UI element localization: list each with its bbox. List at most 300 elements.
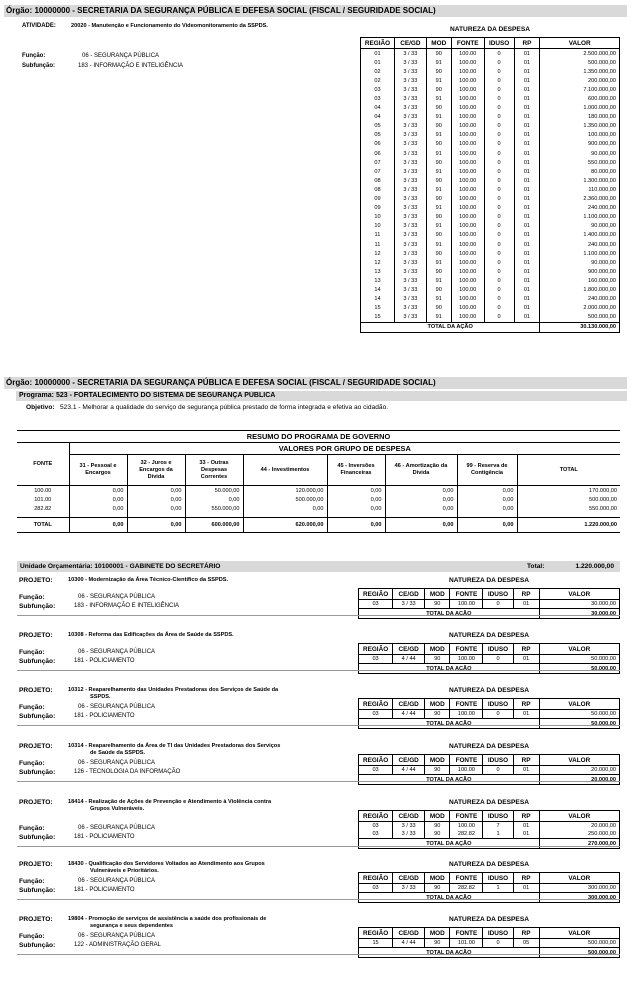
- projeto-label: PROJETO:: [19, 743, 53, 750]
- total-label: TOTAL DA AÇÃO: [359, 839, 540, 849]
- table-cell: 3 / 33: [394, 113, 426, 122]
- table-row: [361, 158, 620, 167]
- col-header: IDUSO: [483, 699, 513, 710]
- atividade-label: ATIVIDADE:: [22, 23, 56, 29]
- table-cell: 90: [426, 158, 451, 167]
- table-cell: 90: [425, 710, 450, 719]
- natureza-table: [358, 810, 620, 849]
- table-cell: 01: [361, 49, 395, 59]
- total-row: [359, 609, 620, 619]
- table-cell: 01: [514, 149, 540, 158]
- group-header: 45 - Inversões Financeiras: [327, 455, 385, 486]
- resumo-total-cell: 0,00: [69, 518, 127, 533]
- table-row: [361, 222, 620, 231]
- col-header: MOD: [425, 644, 450, 655]
- table-cell: 3 / 33: [394, 313, 426, 323]
- table-cell: 03: [359, 884, 393, 893]
- table-cell: 0: [484, 304, 514, 313]
- table-cell: 100.00: [451, 285, 484, 294]
- table-cell: 91: [426, 295, 451, 304]
- table-cell: 3 / 33: [394, 85, 426, 94]
- table-cell: 80.000,00: [540, 167, 620, 176]
- table-cell: 0: [484, 94, 514, 103]
- table-row: [359, 939, 620, 948]
- table-cell: 05: [361, 131, 395, 140]
- table-cell: 04: [361, 104, 395, 113]
- table-cell: 110.000,00: [540, 185, 620, 194]
- table-cell: 4 / 44: [393, 710, 425, 719]
- separator-line: [17, 615, 620, 616]
- col-header: FONTE: [451, 38, 484, 49]
- table-cell: 01: [514, 276, 540, 285]
- resumo-cell: 0,00: [69, 495, 127, 504]
- table-row: [361, 195, 620, 204]
- table-cell: 100.00: [451, 304, 484, 313]
- col-header: MOD: [425, 699, 450, 710]
- col-header: VALOR: [539, 589, 619, 600]
- col-header: REGIÃO: [359, 644, 393, 655]
- table-cell: 90: [425, 884, 450, 893]
- table-cell: 1: [483, 884, 513, 893]
- group-header: 46 - Amortização da Dívida: [385, 455, 457, 486]
- table-cell: 0: [484, 149, 514, 158]
- table-cell: 90: [426, 285, 451, 294]
- resumo-cell: 0,00: [457, 495, 517, 504]
- table-cell: 0: [484, 222, 514, 231]
- table-row: [359, 822, 620, 831]
- table-cell: 4 / 44: [393, 939, 425, 948]
- table-cell: 2.360.000,00: [540, 195, 620, 204]
- atividade-title: 20020 - Manutenção e Funcionamento do Videomonitoramento da SSPDS.: [71, 23, 268, 29]
- table-cell: 100.00: [451, 158, 484, 167]
- table-cell: 91: [426, 185, 451, 194]
- table-cell: 08: [361, 176, 395, 185]
- total-row: [359, 775, 620, 785]
- resumo-cell: 0,00: [457, 504, 517, 513]
- table-cell: 06: [361, 140, 395, 149]
- table-cell: 0: [484, 176, 514, 185]
- table-cell: 90: [425, 655, 450, 664]
- table-cell: 1.800.000,00: [540, 285, 620, 294]
- total-row: [359, 948, 620, 958]
- col-header: REGIÃO: [359, 873, 393, 884]
- table-cell: 240.000,00: [540, 204, 620, 213]
- table-cell: 100.00: [451, 67, 484, 76]
- resumo-subtitle: VALORES POR GRUPO DE DESPESA: [69, 443, 620, 455]
- table-row: [361, 204, 620, 213]
- table-cell: 90: [425, 766, 450, 775]
- table-cell: 100.00: [451, 131, 484, 140]
- resumo-row: [17, 495, 620, 504]
- table-cell: 101.00: [450, 939, 483, 948]
- table-row: [361, 131, 620, 140]
- table-cell: 100.00: [451, 113, 484, 122]
- table-cell: 03: [359, 766, 393, 775]
- table-cell: 90: [425, 600, 450, 609]
- table-cell: 03: [359, 830, 393, 839]
- unidade-header: [17, 561, 620, 572]
- table-cell: 01: [514, 104, 540, 113]
- col-header: REGIÃO: [359, 699, 393, 710]
- table-cell: 3 / 33: [394, 222, 426, 231]
- resumo-total-cell: 0,00: [457, 518, 517, 533]
- table-cell: 15: [361, 304, 395, 313]
- projeto-title: SSPDS.: [90, 694, 111, 700]
- table-cell: 1.100.000,00: [540, 249, 620, 258]
- table-cell: 0: [483, 655, 513, 664]
- table-cell: 7: [483, 822, 513, 831]
- table-cell: 3 / 33: [394, 276, 426, 285]
- funcao-value: 06 - SEGURANÇA PÚBLICA: [78, 649, 156, 655]
- subfuncao-value: 181 - POLICIAMENTO: [74, 713, 135, 719]
- table-cell: 91: [426, 313, 451, 323]
- table-cell: 100.00: [451, 222, 484, 231]
- resumo-cell: 0,00: [69, 486, 127, 496]
- natureza-title: NATUREZA DA DESPESA: [449, 632, 529, 639]
- table-cell: 3 / 33: [394, 94, 426, 103]
- col-header: RP: [513, 644, 539, 655]
- table-cell: 300.000,00: [539, 884, 619, 893]
- projeto-title: 10300 - Modernização da Área Técnico-Científico da SSPDS.: [68, 577, 229, 583]
- table-cell: 0: [484, 276, 514, 285]
- table-cell: 06: [361, 149, 395, 158]
- table-cell: 90.000,00: [540, 222, 620, 231]
- table-cell: 0: [484, 258, 514, 267]
- separator-line: [17, 781, 620, 782]
- table-cell: 01: [514, 313, 540, 323]
- table-cell: 2.500.000,00: [540, 49, 620, 59]
- table-row: [361, 140, 620, 149]
- table-cell: 160.000,00: [540, 276, 620, 285]
- table-cell: 180.000,00: [540, 113, 620, 122]
- table-cell: 91: [426, 222, 451, 231]
- table-cell: 91: [426, 240, 451, 249]
- total-value: 500.000,00: [539, 948, 619, 958]
- table-cell: 7.100.000,00: [540, 85, 620, 94]
- funcao-value: 06 - SEGURANÇA PÚBLICA: [78, 825, 156, 831]
- resumo-total-cell: 1.220.000,00: [517, 518, 620, 533]
- table-cell: 01: [361, 58, 395, 67]
- table-cell: 500.000,00: [540, 58, 620, 67]
- resumo-cell: 0,00: [327, 495, 385, 504]
- total-label: TOTAL DA AÇÃO: [359, 719, 540, 729]
- col-header: RP: [514, 38, 540, 49]
- total-label: TOTAL DA AÇÃO: [359, 948, 540, 958]
- projeto-label: PROJETO:: [19, 861, 53, 868]
- col-header: REGIÃO: [361, 38, 395, 49]
- resumo-table: [17, 430, 620, 533]
- funcao-label: Função:: [22, 53, 46, 59]
- group-header: 33 - Outras Despesas Correntes: [185, 455, 243, 486]
- table-row: [361, 149, 620, 158]
- table-cell: 01: [514, 158, 540, 167]
- table-cell: 500.000,00: [539, 939, 619, 948]
- funcao-value: 06 - SEGURANÇA PÚBLICA: [78, 594, 156, 600]
- total-label: TOTAL DA AÇÃO: [359, 609, 540, 619]
- resumo-cell: 0,00: [457, 486, 517, 496]
- table-cell: 90: [426, 195, 451, 204]
- table-cell: 14: [361, 295, 395, 304]
- table-cell: 90: [426, 122, 451, 131]
- projeto-label: PROJETO:: [19, 799, 53, 806]
- unidade-total-value: 1.220.000,00: [575, 563, 614, 570]
- col-header: RP: [513, 873, 539, 884]
- table-cell: 3 / 33: [394, 58, 426, 67]
- resumo-cell: 0,00: [385, 486, 457, 496]
- table-cell: 0: [484, 167, 514, 176]
- table-cell: 09: [361, 195, 395, 204]
- separator-line: [17, 846, 620, 847]
- table-cell: 91: [426, 149, 451, 158]
- table-cell: 50.000,00: [539, 710, 619, 719]
- col-header: MOD: [425, 589, 450, 600]
- table-cell: 1: [483, 830, 513, 839]
- table-cell: 900.000,00: [540, 140, 620, 149]
- funcao-label: Função:: [19, 933, 45, 940]
- table-cell: 0: [484, 249, 514, 258]
- table-cell: 0: [484, 58, 514, 67]
- table-cell: 90: [426, 304, 451, 313]
- total-row: [359, 893, 620, 903]
- table-cell: 01: [513, 830, 539, 839]
- resumo-cell: 0,00: [69, 504, 127, 513]
- col-header: FONTE: [450, 873, 483, 884]
- table-row: [361, 276, 620, 285]
- table-cell: 91: [426, 258, 451, 267]
- group-header: 32 - Juros e Encargos da Dívida: [127, 455, 185, 486]
- projeto-title: 10312 - Reaparelhamento das Unidades Prestadoras dos Serviços de Saúde da: [68, 687, 279, 693]
- table-row: [361, 313, 620, 323]
- table-row: [361, 76, 620, 85]
- table-cell: 08: [361, 185, 395, 194]
- table-cell: 100.00: [451, 49, 484, 59]
- table-cell: 03: [359, 600, 393, 609]
- total-row: [359, 719, 620, 729]
- total-row: [361, 322, 620, 332]
- table-cell: 12: [361, 249, 395, 258]
- table-cell: 100.00: [450, 655, 483, 664]
- total-value: 300.000,00: [539, 893, 619, 903]
- projeto-label: PROJETO:: [19, 632, 53, 639]
- table-cell: 100.00: [451, 295, 484, 304]
- table-cell: 50.000,00: [539, 655, 619, 664]
- table-cell: 01: [514, 167, 540, 176]
- natureza-table: [360, 37, 620, 333]
- orgao-header-2: Órgão: 10000000 - SECRETARIA DA SEGURANÇA PÚBLICA E DEFESA SOCIAL (FISCAL / SEGURIDADE SOCIAL): [4, 377, 627, 389]
- resumo-cell: 500.000,00: [243, 495, 327, 504]
- col-header: IDUSO: [483, 755, 513, 766]
- col-header: REGIÃO: [359, 755, 393, 766]
- objetivo-label: Objetivo:: [26, 404, 55, 411]
- table-cell: 3 / 33: [394, 240, 426, 249]
- table-cell: 91: [426, 94, 451, 103]
- table-cell: 01: [514, 131, 540, 140]
- subfuncao-label: Subfunção:: [19, 942, 56, 949]
- table-cell: 3 / 33: [393, 830, 425, 839]
- resumo-total-cell: 600.000,00: [185, 518, 243, 533]
- col-header: MOD: [425, 873, 450, 884]
- table-cell: 3 / 33: [394, 304, 426, 313]
- table-cell: 3 / 33: [393, 884, 425, 893]
- table-cell: 100.00: [451, 140, 484, 149]
- table-cell: 14: [361, 285, 395, 294]
- table-cell: 01: [513, 884, 539, 893]
- resumo-total-cell: 620.000,00: [243, 518, 327, 533]
- resumo-title: RESUMO DO PROGRAMA DE GOVERNO: [17, 431, 620, 443]
- col-header: IDUSO: [483, 928, 513, 939]
- table-row: [359, 655, 620, 664]
- col-header: MOD: [425, 928, 450, 939]
- table-cell: 0: [484, 195, 514, 204]
- projeto-title: segurança e seus dependentes: [90, 923, 174, 929]
- col-header: VALOR: [539, 928, 619, 939]
- table-cell: 01: [514, 58, 540, 67]
- table-cell: 100.00: [451, 85, 484, 94]
- table-cell: 90: [426, 67, 451, 76]
- table-cell: 550.000,00: [540, 158, 620, 167]
- table-cell: 10: [361, 222, 395, 231]
- table-cell: 1.000.000,00: [540, 104, 620, 113]
- table-cell: 01: [513, 655, 539, 664]
- table-row: [359, 710, 620, 719]
- table-cell: 0: [484, 295, 514, 304]
- separator-line: [17, 725, 620, 726]
- table-cell: 900.000,00: [540, 267, 620, 276]
- table-cell: 90: [425, 822, 450, 831]
- fonte-header: FONTE: [17, 443, 69, 486]
- table-row: [359, 830, 620, 839]
- table-cell: 15: [359, 939, 393, 948]
- projeto-label: PROJETO:: [19, 916, 53, 923]
- table-cell: 91: [426, 58, 451, 67]
- col-header: VALOR: [539, 644, 619, 655]
- table-cell: 10: [361, 213, 395, 222]
- table-cell: 05: [361, 122, 395, 131]
- table-cell: 100.00: [451, 176, 484, 185]
- table-row: [361, 185, 620, 194]
- table-cell: 0: [484, 185, 514, 194]
- resumo-cell: 50.000,00: [185, 486, 243, 496]
- table-cell: 3 / 33: [394, 149, 426, 158]
- resumo-total-cell: TOTAL: [17, 518, 69, 533]
- col-header: FONTE: [450, 644, 483, 655]
- table-row: [361, 167, 620, 176]
- table-row: [359, 766, 620, 775]
- table-cell: 3 / 33: [394, 204, 426, 213]
- table-cell: 100.00: [451, 58, 484, 67]
- natureza-title: NATUREZA DA DESPESA: [449, 799, 529, 806]
- table-cell: 90.000,00: [540, 258, 620, 267]
- table-cell: 250.000,00: [539, 830, 619, 839]
- col-header: VALOR: [539, 811, 619, 822]
- orgao-header: Órgão: 10000000 - SECRETARIA DA SEGURANÇA PÚBLICA E DEFESA SOCIAL (FISCAL / SEGURIDADE SOCIAL): [4, 5, 627, 17]
- table-row: [361, 285, 620, 294]
- table-cell: 0: [484, 113, 514, 122]
- table-cell: 01: [514, 195, 540, 204]
- table-cell: 100.00: [451, 267, 484, 276]
- funcao-value: 06 - SEGURANÇA PÚBLICA: [78, 760, 156, 766]
- table-cell: 3 / 33: [394, 267, 426, 276]
- natureza-title: NATUREZA DA DESPESA: [449, 916, 529, 923]
- table-cell: 90: [426, 85, 451, 94]
- natureza-title: NATUREZA DA DESPESA: [449, 743, 529, 750]
- group-header: TOTAL: [517, 455, 620, 486]
- table-cell: 3 / 33: [394, 195, 426, 204]
- table-cell: 100.00: [451, 204, 484, 213]
- table-cell: 0: [483, 710, 513, 719]
- col-header: RP: [513, 589, 539, 600]
- table-cell: 05: [513, 939, 539, 948]
- separator-line: [17, 670, 620, 671]
- table-cell: 0: [484, 122, 514, 131]
- resumo-total-cell: 0,00: [327, 518, 385, 533]
- separator-line: [17, 954, 620, 955]
- resumo-cell: 170.000,00: [517, 486, 620, 496]
- natureza-title: NATUREZA DA DESPESA: [449, 687, 529, 694]
- objetivo-value: 523.1 - Melhorar a qualidade do serviço de segurança pública prestado de forma integrada e efetiva ao cidadão.: [60, 404, 389, 411]
- table-cell: 90: [426, 213, 451, 222]
- unidade-total-label: Total:: [527, 563, 545, 570]
- projeto-title: 10314 - Reaparelhamento da Área de TI das Unidades Prestadoras dos Serviços: [68, 743, 281, 749]
- subfuncao-value: 126 - TECNOLOGIA DA INFORMAÇÃO: [74, 769, 181, 775]
- table-cell: 0: [484, 158, 514, 167]
- table-row: [361, 58, 620, 67]
- table-row: [361, 295, 620, 304]
- programa-header: Programa: 523 - FORTALECIMENTO DO SISTEMA DE SEGURANÇA PÚBLICA: [16, 391, 627, 401]
- table-cell: 3 / 33: [394, 158, 426, 167]
- table-cell: 100.000,00: [540, 131, 620, 140]
- table-cell: 3 / 33: [394, 104, 426, 113]
- total-label: TOTAL DA AÇÃO: [359, 775, 540, 785]
- table-cell: 600.000,00: [540, 94, 620, 103]
- total-value: 30.130.000,00: [540, 322, 620, 332]
- col-header: MOD: [425, 811, 450, 822]
- table-cell: 200.000,00: [540, 76, 620, 85]
- col-header: FONTE: [450, 928, 483, 939]
- table-cell: 100.00: [451, 213, 484, 222]
- table-row: [361, 67, 620, 76]
- subfuncao-label: Subfunção:: [19, 603, 56, 610]
- projeto-label: PROJETO:: [19, 577, 53, 584]
- table-cell: 07: [361, 158, 395, 167]
- table-cell: 100.00: [451, 276, 484, 285]
- natureza-title: NATUREZA DA DESPESA: [449, 861, 529, 868]
- table-cell: 91: [426, 276, 451, 285]
- col-header: VALOR: [539, 699, 619, 710]
- table-cell: 01: [513, 822, 539, 831]
- table-cell: 240.000,00: [540, 295, 620, 304]
- table-row: [361, 122, 620, 131]
- total-value: 30.000,00: [539, 609, 619, 619]
- subfuncao-label: Subfunção:: [19, 887, 56, 894]
- table-cell: 0: [484, 231, 514, 240]
- table-cell: 01: [514, 85, 540, 94]
- total-value: 50.000,00: [539, 719, 619, 729]
- subfuncao-value: 181 - POLICIAMENTO: [74, 834, 135, 840]
- col-header: REGIÃO: [359, 589, 393, 600]
- table-cell: 01: [513, 710, 539, 719]
- funcao-label: Função:: [19, 825, 45, 832]
- table-cell: 0: [484, 285, 514, 294]
- table-cell: 1.350.000,00: [540, 122, 620, 131]
- table-cell: 1.100.000,00: [540, 213, 620, 222]
- table-cell: 01: [514, 94, 540, 103]
- total-value: 20.000,00: [539, 775, 619, 785]
- table-cell: 15: [361, 313, 395, 323]
- table-cell: 3 / 33: [393, 600, 425, 609]
- table-cell: 91: [426, 76, 451, 85]
- table-row: [361, 94, 620, 103]
